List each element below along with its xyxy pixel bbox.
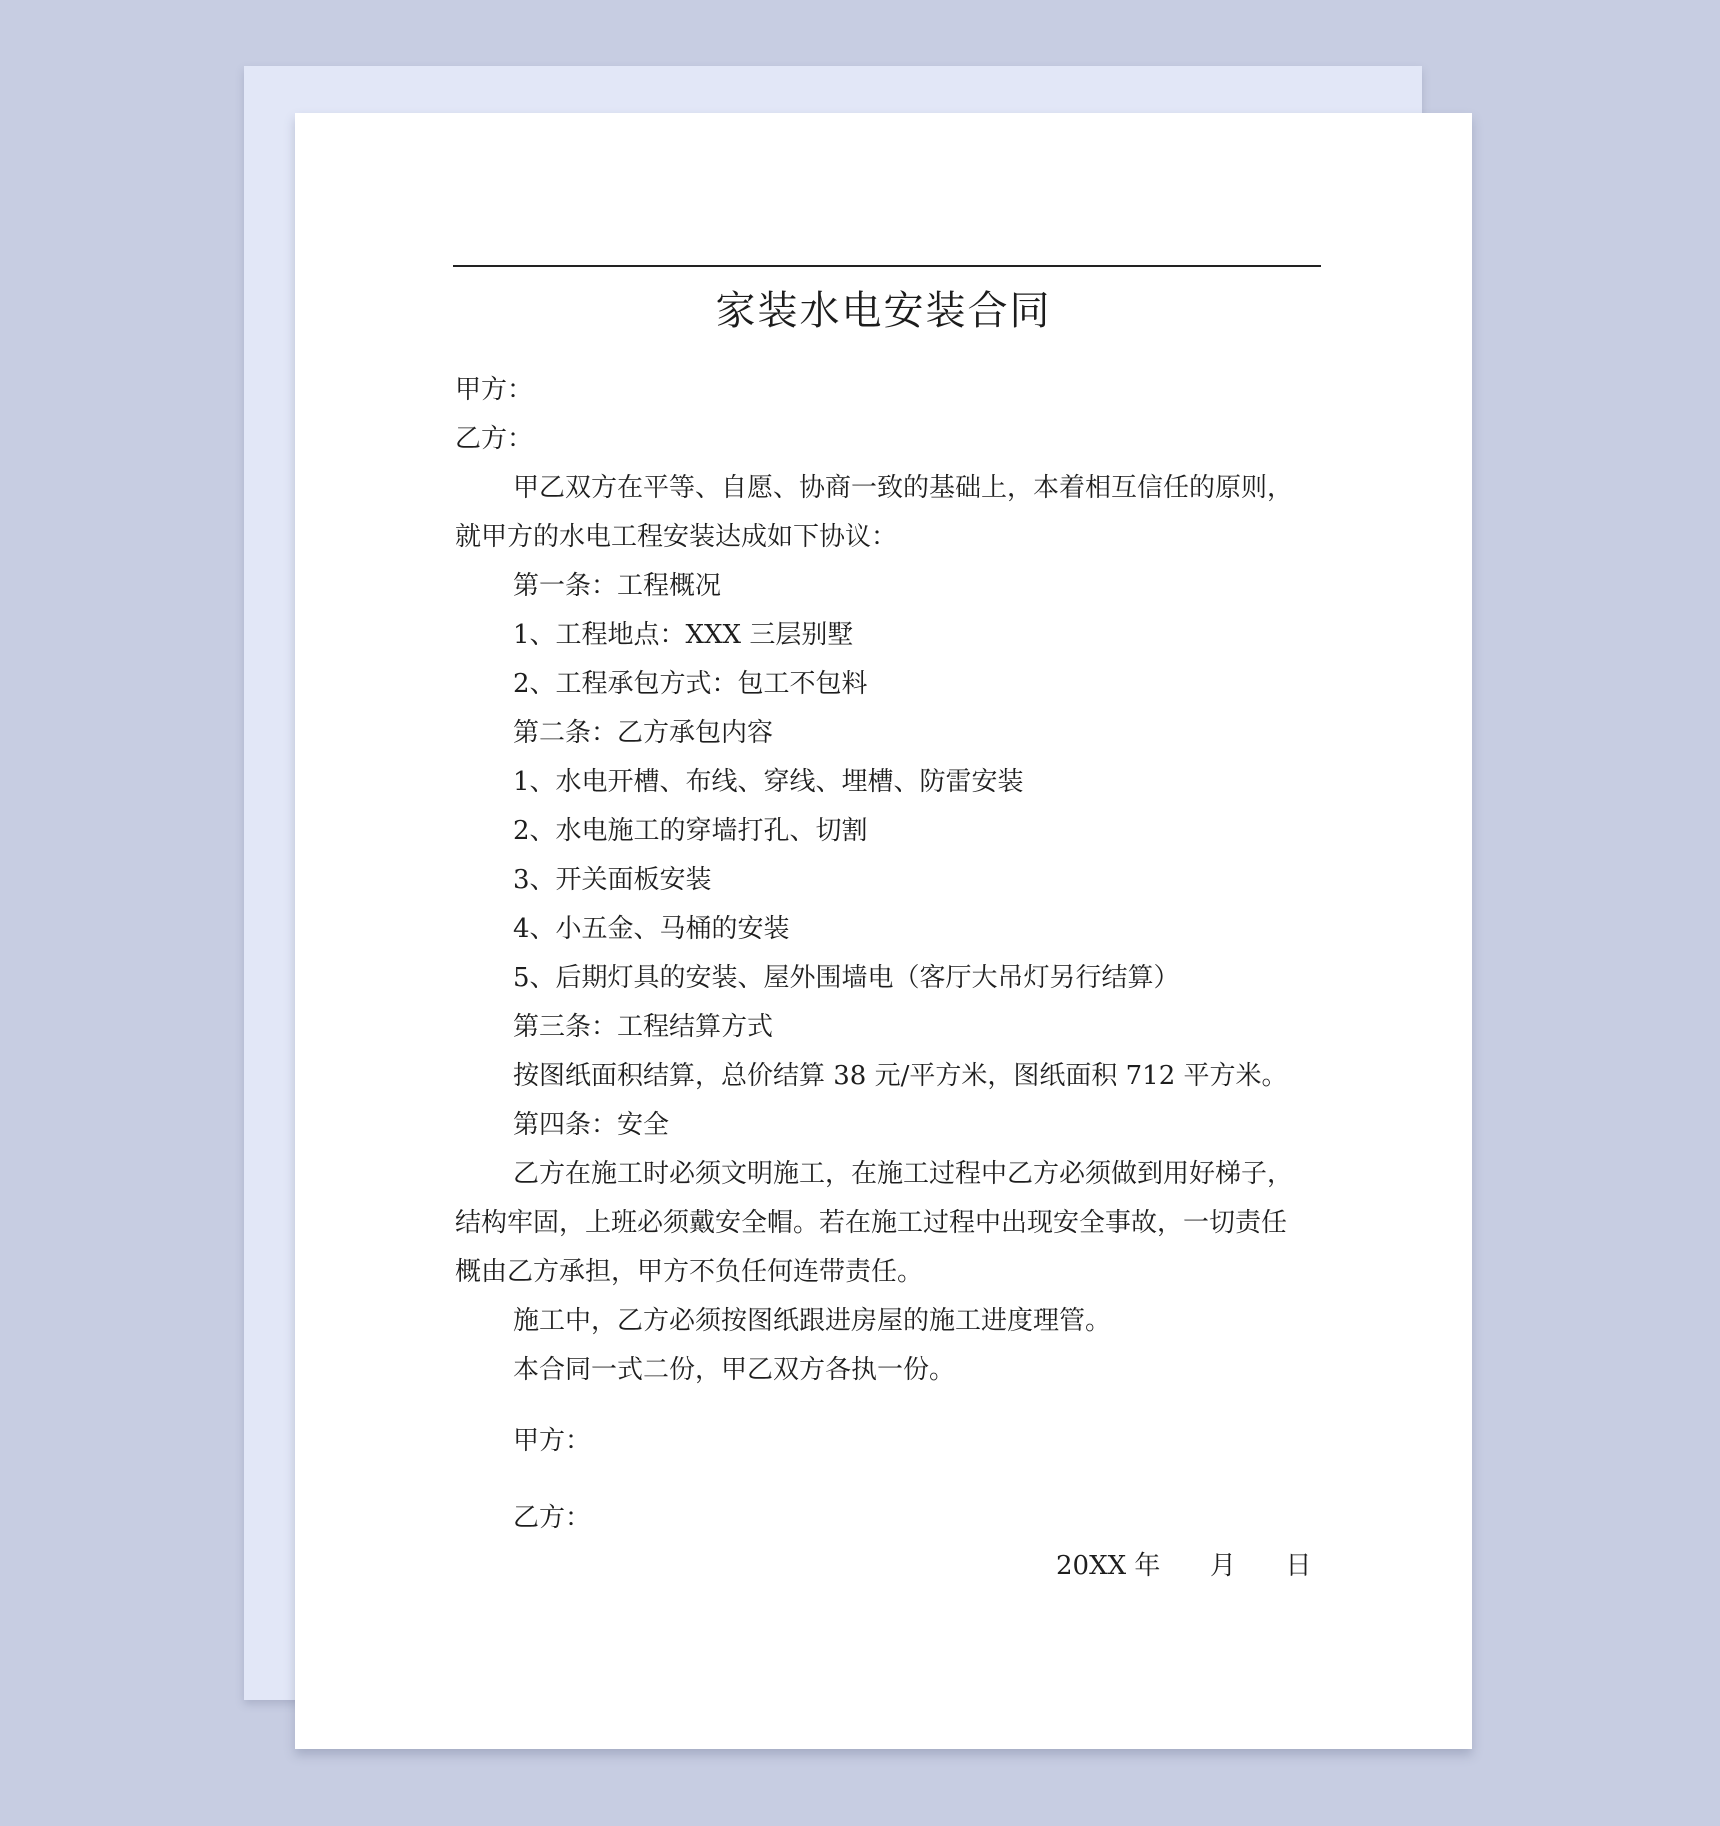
article-2-heading: 第二条：乙方承包内容 <box>513 718 774 748</box>
intro-line-1: 甲乙双方在平等、自愿、协商一致的基础上，本着相互信任的原则， <box>513 473 1294 503</box>
article-4-heading: 第四条：安全 <box>513 1110 670 1140</box>
clause-copies: 本合同一式二份，甲乙双方各执一份。 <box>513 1355 956 1385</box>
article-3-text: 按图纸面积结算，总价结算 38 元/平方米，图纸面积 712 平方米。 <box>513 1061 1288 1091</box>
article-1-heading: 第一条：工程概况 <box>513 571 722 601</box>
article-1-item-1: 1、工程地点：XXX 三层别墅 <box>513 620 854 650</box>
party-a-label: 甲方： <box>455 375 534 405</box>
signature-party-b: 乙方： <box>513 1503 592 1533</box>
article-4-line-1: 乙方在施工时必须文明施工，在施工过程中乙方必须做到用好梯子， <box>513 1159 1294 1189</box>
article-1-item-2: 2、工程承包方式：包工不包料 <box>513 669 868 699</box>
article-4-line-3: 概由乙方承担，甲方不负任何连带责任。 <box>455 1257 924 1287</box>
article-2-item-5: 5、后期灯具的安装、屋外围墙电（客厅大吊灯另行结算） <box>513 963 1180 993</box>
article-2-item-1: 1、水电开槽、布线、穿线、埋槽、防雷安装 <box>513 767 1024 797</box>
signing-date: 20XX 年 月 日 <box>1056 1551 1312 1581</box>
clause-progress: 施工中，乙方必须按图纸跟进房屋的施工进度理管。 <box>513 1306 1112 1336</box>
page-title: 家装水电安装合同 <box>715 288 1052 334</box>
contract-page <box>295 113 1472 1749</box>
article-2-item-2: 2、水电施工的穿墙打孔、切割 <box>513 816 868 846</box>
title-rule <box>453 265 1321 267</box>
party-b-label: 乙方： <box>455 424 534 454</box>
article-2-item-3: 3、开关面板安装 <box>513 865 712 895</box>
signature-party-a: 甲方： <box>513 1426 592 1456</box>
intro-line-2: 就甲方的水电工程安装达成如下协议： <box>455 522 898 552</box>
article-3-heading: 第三条：工程结算方式 <box>513 1012 774 1042</box>
article-2-item-4: 4、小五金、马桶的安装 <box>513 914 790 944</box>
article-4-line-2: 结构牢固，上班必须戴安全帽。若在施工过程中出现安全事故，一切责任 <box>455 1208 1288 1238</box>
